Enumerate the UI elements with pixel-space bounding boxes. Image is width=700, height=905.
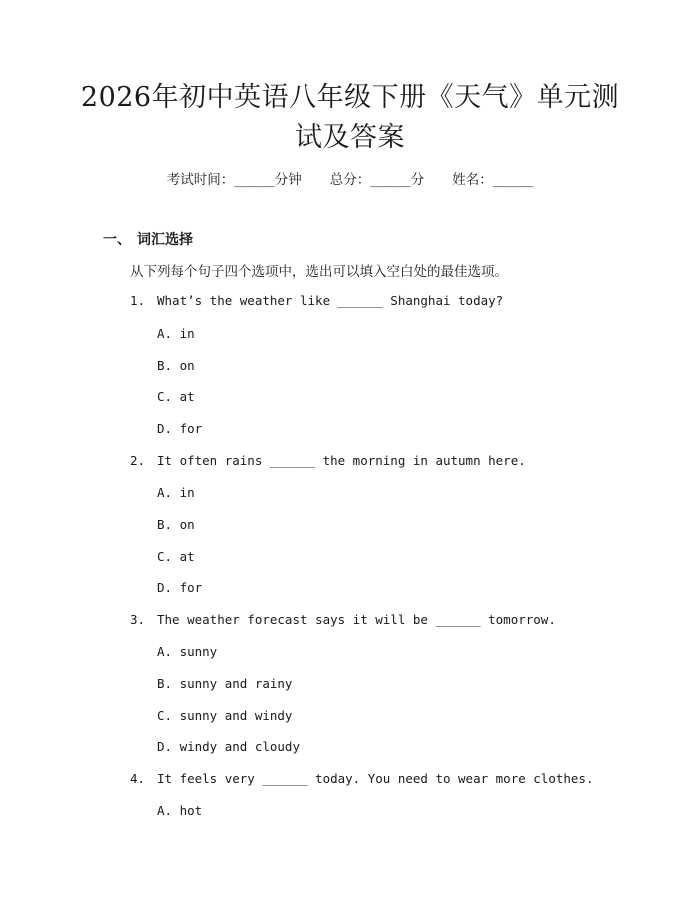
question-number: 4. <box>130 771 146 786</box>
section-instruction: 从下列每个句子四个选项中，选出可以填入空白处的最佳选项。 <box>130 264 508 280</box>
section-number: 一、 <box>103 232 131 248</box>
option: D. for <box>157 421 203 436</box>
option: D. windy and cloudy <box>157 739 300 754</box>
name-label: 姓名：______ <box>452 172 534 188</box>
section-title: 词汇选择 <box>137 232 193 248</box>
option: B. on <box>157 358 195 373</box>
question-text: What’s the weather like ______ Shanghai today? <box>157 293 504 308</box>
question-number: 3. <box>130 612 146 627</box>
question-text: The weather forecast says it will be ______ tomorrow. <box>157 612 556 627</box>
exam-info <box>0 168 700 188</box>
question-number: 2. <box>130 453 146 468</box>
option: A. in <box>157 485 195 500</box>
question-number: 1. <box>130 293 146 308</box>
option: C. at <box>157 549 195 564</box>
option: D. for <box>157 580 203 595</box>
question-text: It feels very ______ today. You need to wear more clothes. <box>157 771 594 786</box>
option: C. at <box>157 389 195 404</box>
exam-time-label: 考试时间：______分钟 <box>166 172 302 188</box>
section-heading <box>103 229 193 249</box>
option: B. sunny and rainy <box>157 676 293 691</box>
option: A. in <box>157 326 195 341</box>
total-score-label: 总分：______分 <box>329 172 425 188</box>
option: A. hot <box>157 803 203 818</box>
option: B. on <box>157 517 195 532</box>
option: A. sunny <box>157 644 218 659</box>
option: C. sunny and windy <box>157 708 293 723</box>
question-text: It often rains ______ the morning in autumn here. <box>157 453 526 468</box>
page-title: 2026年初中英语八年级下册《天气》单元测试及答案 <box>80 82 620 153</box>
